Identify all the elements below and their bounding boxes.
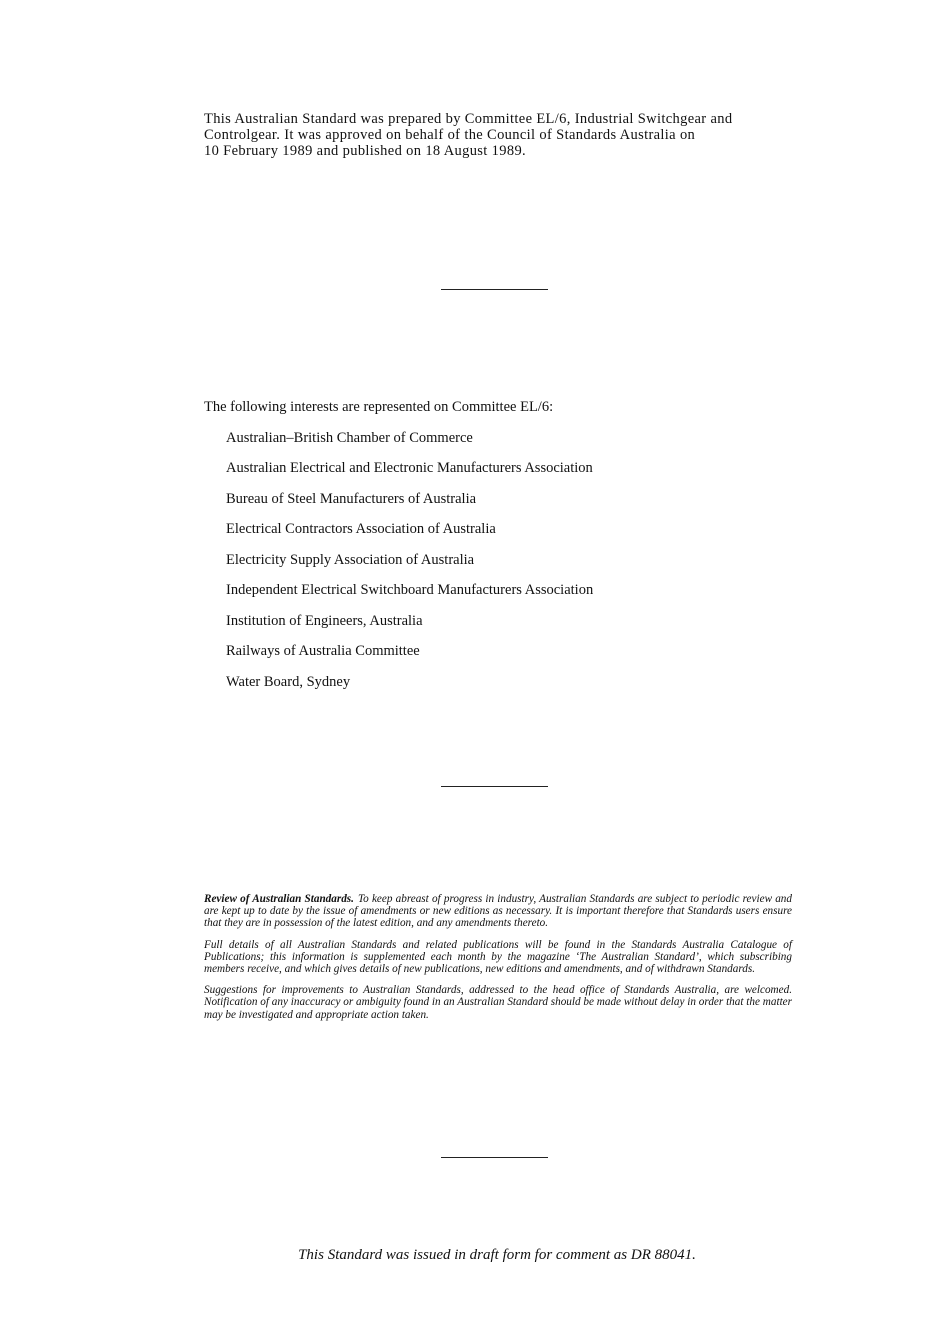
interest-item: Institution of Engineers, Australia bbox=[226, 612, 423, 629]
review-lead: Review of Australian Standards. bbox=[204, 893, 354, 905]
committee-statement-line: This Australian Standard was prepared by Committee EL/6, Industrial Switchgear and bbox=[204, 111, 733, 127]
draft-notice: This Standard was issued in draft form for comment as DR 88041. bbox=[298, 1247, 696, 1263]
interest-item: Water Board, Sydney bbox=[226, 673, 351, 690]
committee-statement-line: 10 February 1989 and published on 18 August 1989. bbox=[204, 143, 527, 159]
review-notice bbox=[204, 893, 792, 1030]
interest-item: Australian Electrical and Electronic Manufacturers Association bbox=[226, 460, 593, 476]
committee-interests bbox=[204, 399, 792, 691]
committee-statement-line: Controlgear. It was approved on behalf of the Council of Standards Australia on bbox=[204, 127, 696, 143]
interests-heading: The following interests are represented on Committee EL/6: bbox=[204, 399, 554, 415]
interest-item: Bureau of Steel Manufacturers of Australia bbox=[226, 490, 477, 507]
interests-list bbox=[204, 430, 792, 691]
interest-item: Electricity Supply Association of Australia bbox=[226, 551, 475, 568]
review-paragraph bbox=[204, 893, 792, 930]
interest-item: Australian–British Chamber of Commerce bbox=[226, 429, 473, 446]
section-divider bbox=[441, 1157, 548, 1158]
interest-item: Railways of Australia Committee bbox=[226, 643, 420, 659]
review-paragraph: Suggestions for improvements to Australian Standards, addressed to the head office of Standards Australia, are welcomed. Notification of any inaccuracy or ambiguity found in an Australian Standard should be made without delay in order that the matter may be investigated and appropriate action taken. bbox=[204, 984, 792, 1021]
review-paragraph: Full details of all Australian Standards and related publications will be found in the Standards Australia Catalogue of Publications; this information is supplemented each month by the magazine ‘The Australian Standard’, which subscribing members receive, and which gives details of new publications, new editions and amendments, and of withdrawn Standards. bbox=[204, 938, 792, 976]
interest-item: Electrical Contractors Association of Australia bbox=[226, 521, 496, 537]
section-divider bbox=[441, 786, 548, 787]
review-text: To keep abreast of progress in industry, Australian Standards are subject to periodic review and are kept up to date by the issue of amendments or new editions as necessary. It is important therefore that Standards users ensure that they are in possession of the latest edition, and any amendments thereto. bbox=[204, 893, 792, 930]
section-divider bbox=[441, 289, 548, 290]
interest-item: Independent Electrical Switchboard Manufacturers Association bbox=[226, 582, 594, 598]
committee-statement bbox=[204, 111, 792, 159]
